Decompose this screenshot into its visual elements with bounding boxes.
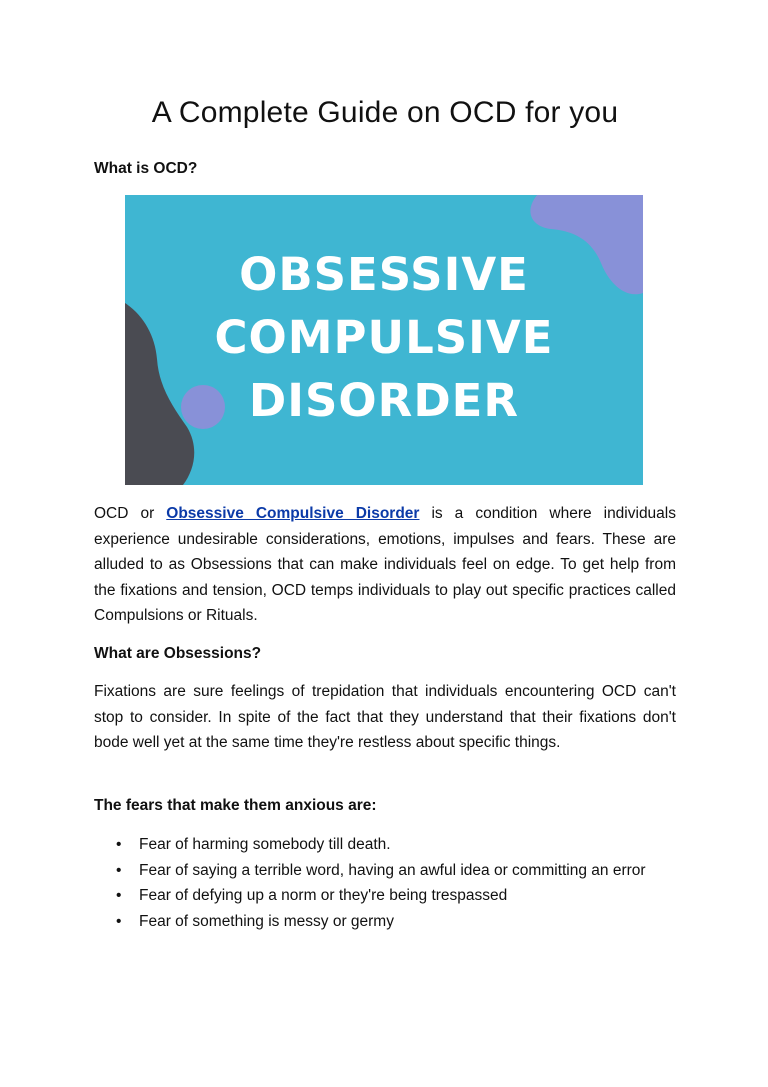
hero-text bbox=[125, 243, 643, 432]
definition-suffix: is a condition where individuals experience undesirable considerations, emotions, impulses and fears. These are alluded to as Obsessions that can make individuals feel on edge. To get help from the fixations and tension, OCD temps individuals to play out specific practices called Compulsions or Rituals. bbox=[94, 505, 676, 624]
hero-line-compulsive: COMPULSIVE bbox=[214, 311, 554, 364]
list-item bbox=[94, 858, 676, 884]
hero-line-disorder: DISORDER bbox=[248, 374, 520, 427]
bullet-icon: • bbox=[116, 836, 122, 853]
list-item bbox=[94, 832, 676, 858]
section-heading-what-is-ocd: What is OCD? bbox=[94, 160, 198, 177]
fears-list bbox=[94, 832, 676, 934]
bullet-icon: • bbox=[116, 887, 122, 904]
hero-line-obsessive: OBSESSIVE bbox=[239, 248, 529, 301]
ocd-definition-paragraph bbox=[94, 501, 676, 629]
bullet-icon: • bbox=[116, 912, 122, 930]
ocd-hero-image bbox=[125, 195, 643, 485]
definition-prefix: OCD or bbox=[94, 505, 167, 522]
list-item-text: Fear of something is messy or germy bbox=[139, 912, 394, 930]
section-heading-fears: The fears that make them anxious are: bbox=[94, 797, 377, 814]
list-item-text: Fear of saying a terrible word, having an awful idea or committing an error bbox=[139, 861, 646, 879]
list-item bbox=[94, 883, 676, 909]
section-heading-obsessions: What are Obsessions? bbox=[94, 645, 262, 662]
bullet-icon: • bbox=[116, 861, 122, 879]
list-item-text: Fear of harming somebody till death. bbox=[139, 836, 391, 853]
list-item bbox=[94, 909, 676, 935]
page-title: A Complete Guide on OCD for you bbox=[151, 96, 619, 129]
list-item-text: Fear of defying up a norm or they're being trespassed bbox=[139, 887, 508, 904]
obsessions-paragraph: Fixations are sure feelings of trepidation that individuals encountering OCD can't stop to consider. In spite of the fact that they understand that their fixations don't bode well yet at the same time they're restless about specific things. bbox=[94, 683, 676, 751]
ocd-link[interactable]: Obsessive Compulsive Disorder bbox=[166, 505, 420, 522]
